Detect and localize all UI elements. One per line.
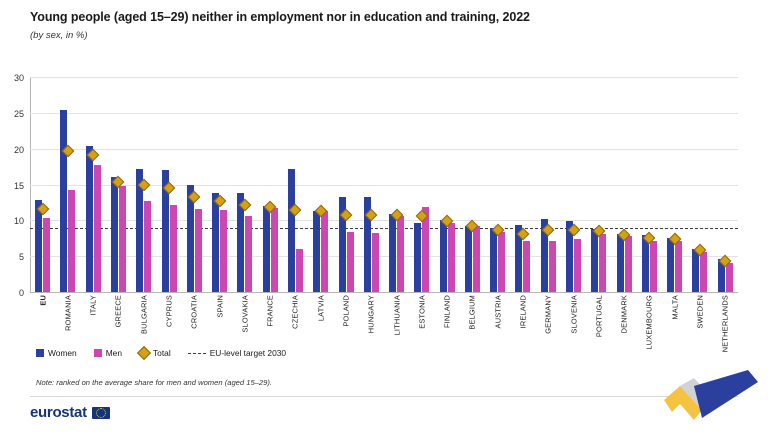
bar-women bbox=[617, 234, 624, 293]
bar-men bbox=[68, 190, 75, 293]
bar-group bbox=[182, 78, 207, 293]
legend-label: Total bbox=[153, 348, 171, 358]
category-label: MALTA bbox=[670, 295, 680, 320]
bar-men bbox=[347, 232, 354, 293]
category-label: CZECHIA bbox=[290, 295, 300, 329]
bar-men bbox=[726, 263, 733, 293]
bar-men bbox=[144, 201, 151, 293]
bar-men bbox=[523, 241, 530, 293]
bar-group bbox=[30, 78, 55, 293]
legend-item[interactable] bbox=[36, 348, 77, 358]
y-tick-label: 25 bbox=[13, 108, 24, 119]
bar-women bbox=[389, 214, 396, 293]
bar-men bbox=[43, 218, 50, 293]
bar-women bbox=[313, 211, 320, 293]
bar-group bbox=[713, 78, 738, 293]
legend-item[interactable] bbox=[188, 348, 286, 358]
bar-group bbox=[485, 78, 510, 293]
legend-swatch-icon bbox=[94, 349, 102, 357]
bar-men bbox=[498, 232, 505, 293]
legend-label: EU-level target 2030 bbox=[209, 348, 287, 358]
bar-women bbox=[490, 228, 497, 293]
bar-women bbox=[465, 226, 472, 293]
bar-women bbox=[440, 220, 447, 293]
category-label: LITHUANIA bbox=[392, 295, 402, 336]
category-label: GREECE bbox=[113, 295, 123, 328]
bar-men bbox=[271, 208, 278, 293]
y-tick-label: 5 bbox=[18, 252, 24, 263]
eu-flag-icon bbox=[92, 407, 110, 419]
category-label: NETHERLANDS bbox=[720, 295, 730, 353]
bar-group bbox=[156, 78, 181, 293]
y-tick-label: 15 bbox=[13, 180, 24, 191]
bar-group bbox=[536, 78, 561, 293]
bar-men bbox=[195, 209, 202, 293]
bar-men bbox=[599, 234, 606, 293]
bar-group bbox=[561, 78, 586, 293]
category-label: SPAIN bbox=[215, 295, 225, 318]
bar-men bbox=[473, 226, 480, 293]
legend-swatch-icon bbox=[137, 346, 151, 360]
bar-women bbox=[263, 206, 270, 293]
bar-group bbox=[586, 78, 611, 293]
bar-women bbox=[111, 177, 118, 293]
bar-group bbox=[283, 78, 308, 293]
bar-group bbox=[106, 78, 131, 293]
eurostat-wordmark: eurostat bbox=[30, 404, 87, 421]
chart-subtitle: (by sex, in %) bbox=[30, 30, 88, 41]
bar-group bbox=[384, 78, 409, 293]
category-label: EU bbox=[38, 295, 48, 306]
bar-group bbox=[435, 78, 460, 293]
bar-men bbox=[700, 252, 707, 293]
category-label: HUNGARY bbox=[366, 295, 376, 334]
legend-swatch-icon bbox=[36, 349, 44, 357]
bar-men bbox=[296, 249, 303, 293]
bar-group bbox=[232, 78, 257, 293]
category-label: BELGIUM bbox=[467, 295, 477, 330]
bar-group bbox=[359, 78, 384, 293]
y-tick-label: 30 bbox=[13, 73, 24, 83]
bar-men bbox=[170, 205, 177, 293]
y-tick-label: 10 bbox=[13, 216, 24, 227]
category-label: CROATIA bbox=[189, 295, 199, 329]
category-label: SLOVAKIA bbox=[240, 295, 250, 333]
legend-label: Men bbox=[105, 348, 122, 358]
chart-note: Note: ranked on the average share for men and women (aged 15–29). bbox=[36, 378, 272, 387]
category-label: CYPRUS bbox=[164, 295, 174, 328]
category-label: AUSTRIA bbox=[493, 295, 503, 329]
chart-legend bbox=[36, 348, 296, 358]
category-label: ESTONIA bbox=[417, 295, 427, 329]
category-label: FRANCE bbox=[265, 295, 275, 327]
category-label: SWEDEN bbox=[695, 295, 705, 329]
bar-men bbox=[549, 241, 556, 293]
y-tick-label: 0 bbox=[18, 288, 24, 298]
x-axis bbox=[30, 292, 738, 293]
bar-group bbox=[460, 78, 485, 293]
bar-men bbox=[372, 233, 379, 293]
category-label: LUXEMBOURG bbox=[644, 295, 654, 350]
bar-men bbox=[625, 236, 632, 293]
bar-men bbox=[94, 165, 101, 293]
bar-men bbox=[574, 239, 581, 293]
legend-label: Women bbox=[48, 348, 77, 358]
bar-men bbox=[119, 186, 126, 293]
bar-group bbox=[131, 78, 156, 293]
category-label: GERMANY bbox=[543, 295, 553, 334]
bar-series-container bbox=[30, 78, 738, 293]
bar-women bbox=[212, 193, 219, 293]
bar-women bbox=[86, 146, 93, 293]
bar-women bbox=[667, 238, 674, 293]
legend-item[interactable] bbox=[94, 348, 122, 358]
category-label: ROMANIA bbox=[63, 295, 73, 331]
bar-men bbox=[650, 241, 657, 293]
category-label: DENMARK bbox=[619, 295, 629, 334]
bar-group bbox=[611, 78, 636, 293]
category-label: BULGARIA bbox=[139, 295, 149, 334]
legend-swatch-icon bbox=[188, 353, 206, 354]
bar-group bbox=[510, 78, 535, 293]
category-label: FINLAND bbox=[442, 295, 452, 329]
category-label: SLOVENIA bbox=[569, 295, 579, 334]
footer-divider bbox=[30, 396, 738, 397]
category-label: POLAND bbox=[341, 295, 351, 327]
bar-men bbox=[245, 216, 252, 293]
chart-title: Young people (aged 15–29) neither in employment nor in education and training, 2022 bbox=[30, 10, 530, 24]
bar-group bbox=[81, 78, 106, 293]
bar-men bbox=[675, 241, 682, 293]
bar-women bbox=[591, 229, 598, 294]
bar-group bbox=[308, 78, 333, 293]
bar-group bbox=[637, 78, 662, 293]
decorative-checkmark-icon bbox=[650, 366, 760, 424]
category-label: LATVIA bbox=[316, 295, 326, 322]
bar-men bbox=[448, 223, 455, 293]
bar-women bbox=[414, 223, 421, 293]
category-label: PORTUGAL bbox=[594, 295, 604, 338]
category-label: ITALY bbox=[88, 295, 98, 316]
plot-area bbox=[13, 73, 738, 298]
bar-women bbox=[60, 110, 67, 293]
bar-group bbox=[409, 78, 434, 293]
category-label: IRELAND bbox=[518, 295, 528, 329]
bar-group bbox=[55, 78, 80, 293]
y-tick-label: 20 bbox=[13, 144, 24, 155]
bar-group bbox=[258, 78, 283, 293]
bar-group bbox=[687, 78, 712, 293]
eurostat-logo bbox=[30, 404, 110, 421]
legend-item[interactable] bbox=[139, 348, 171, 358]
bar-group bbox=[207, 78, 232, 293]
bar-men bbox=[397, 216, 404, 293]
bar-group bbox=[662, 78, 687, 293]
bar-women bbox=[288, 169, 295, 293]
bar-men bbox=[220, 210, 227, 293]
bar-group bbox=[333, 78, 358, 293]
bar-men bbox=[321, 211, 328, 293]
